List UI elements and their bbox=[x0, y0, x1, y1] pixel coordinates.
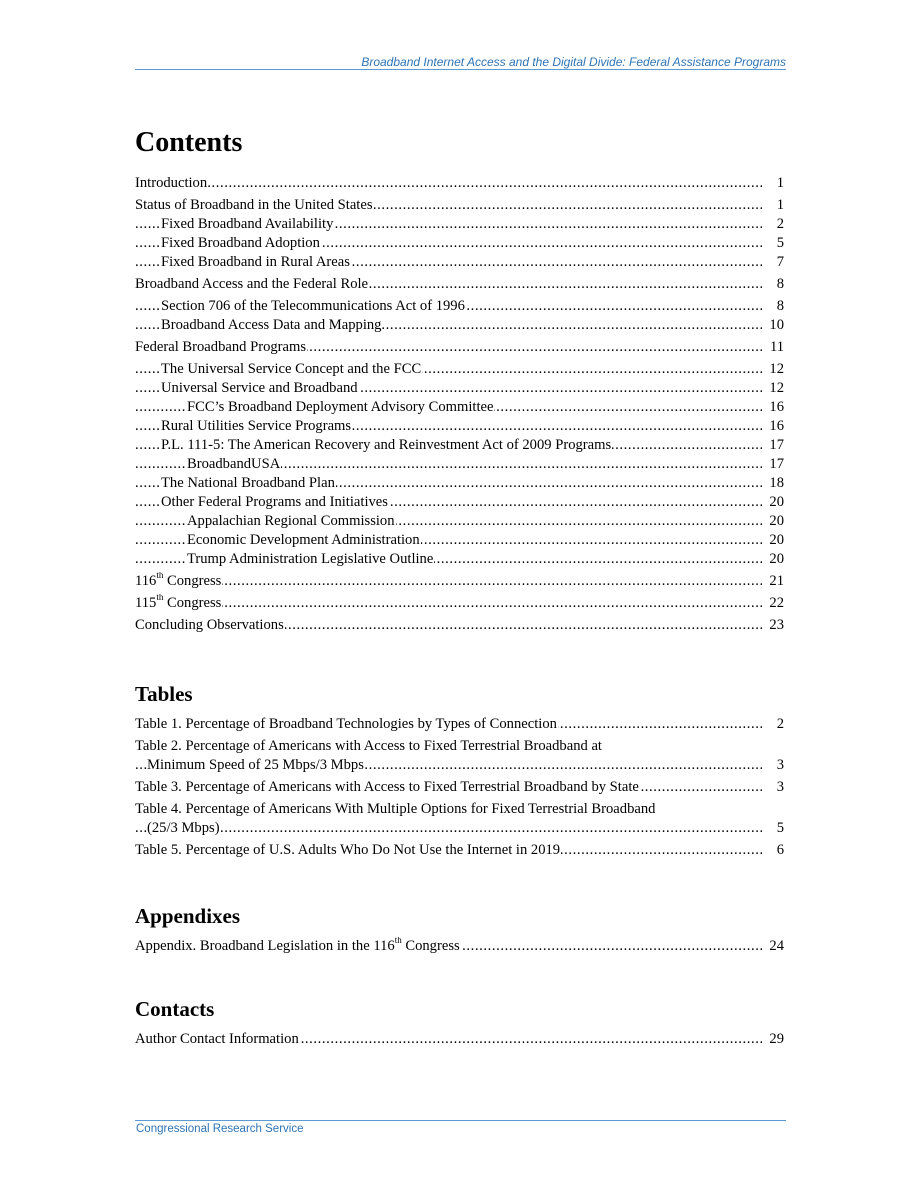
toc-entry-other-programs[interactable]: ..... Other Federal Programs and Initiatives 20 bbox=[135, 493, 784, 512]
page-number: 11 bbox=[769, 339, 784, 355]
toc-entry-table-4[interactable]: ..... (25/3 Mbps) 5 bbox=[135, 819, 784, 838]
page-number: 20 bbox=[769, 513, 784, 529]
page-number: 6 bbox=[776, 842, 784, 858]
running-header: Broadband Internet Access and the Digital Divide: Federal Assistance Programs bbox=[361, 55, 786, 69]
toc-entry-concluding[interactable]: ..... Concluding Observations 23 bbox=[135, 616, 784, 635]
page-number: 3 bbox=[776, 779, 784, 795]
toc-entry-table-2-line1[interactable]: Table 2. Percentage of Americans with Access to Fixed Terrestrial Broadband at bbox=[135, 738, 602, 754]
toc-entry-trump-outline[interactable]: ..... Trump Administration Legislative Outline 20 bbox=[135, 550, 784, 569]
page-number: 7 bbox=[776, 254, 784, 270]
page-number: 21 bbox=[769, 573, 784, 589]
page-number: 12 bbox=[769, 380, 784, 396]
appendixes-list bbox=[135, 937, 784, 956]
page-number: 17 bbox=[769, 437, 784, 453]
contents-list bbox=[135, 174, 784, 635]
toc-entry-bdac[interactable]: ..... FCC’s Broadband Deployment Advisory Committee 16 bbox=[135, 398, 784, 417]
page-number: 17 bbox=[769, 456, 784, 472]
toc-entry-arra[interactable]: ..... P.L. 111-5: The American Recovery and Reinvestment Act of 2009 Programs 17 bbox=[135, 436, 784, 455]
toc-entry-fixed-adoption[interactable]: ..... Fixed Broadband Adoption 5 bbox=[135, 234, 784, 253]
page-number: 5 bbox=[776, 235, 784, 251]
contents-heading: Contents bbox=[135, 127, 243, 158]
page-number: 16 bbox=[769, 399, 784, 415]
toc-entry-broadbandusa[interactable]: ..... BroadbandUSA 17 bbox=[135, 455, 784, 474]
tables-heading: Tables bbox=[135, 682, 193, 706]
toc-entry-rus-programs[interactable]: ..... Rural Utilities Service Programs 16 bbox=[135, 417, 784, 436]
tables-list bbox=[135, 715, 784, 860]
toc-entry-table-3[interactable]: ..... Table 3. Percentage of Americans with Access to Fixed Terrestrial Broadband by State 3 bbox=[135, 778, 784, 797]
page-number: 2 bbox=[776, 716, 784, 732]
toc-entry-national-plan[interactable]: ..... The National Broadband Plan 18 bbox=[135, 474, 784, 493]
appendixes-heading: Appendixes bbox=[135, 904, 241, 928]
toc-entry-table-1[interactable]: ..... Table 1. Percentage of Broadband Technologies by Types of Connection 2 bbox=[135, 715, 784, 734]
page-number: 3 bbox=[776, 757, 784, 773]
header-rule bbox=[135, 69, 786, 70]
toc-entry-status[interactable]: ..... Status of Broadband in the United States 1 bbox=[135, 196, 784, 215]
toc-entry-usf-broadband[interactable]: ..... Universal Service and Broadband 12 bbox=[135, 379, 784, 398]
contacts-heading: Contacts bbox=[135, 997, 215, 1021]
toc-entry-arc[interactable]: ..... Appalachian Regional Commission 20 bbox=[135, 512, 784, 531]
contacts-list bbox=[135, 1030, 784, 1049]
page-number: 20 bbox=[769, 532, 784, 548]
page-number: 10 bbox=[769, 317, 784, 333]
page-number: 5 bbox=[776, 820, 784, 836]
footer-rule bbox=[135, 1120, 786, 1121]
footer-org: Congressional Research Service bbox=[136, 1123, 304, 1135]
toc-entry-data-mapping[interactable]: ..... Broadband Access Data and Mapping 10 bbox=[135, 316, 784, 335]
page-number: 18 bbox=[769, 475, 784, 491]
toc-entry-table-4-line1[interactable]: Table 4. Percentage of Americans With Multiple Options for Fixed Terrestrial Broadband bbox=[135, 801, 656, 817]
page-number: 1 bbox=[776, 197, 784, 213]
toc-entry-115th-congress[interactable]: ..... 115th Congress 22 bbox=[135, 594, 784, 613]
toc-entry-section-706[interactable]: ..... Section 706 of the Telecommunications Act of 1996 8 bbox=[135, 297, 784, 316]
page-number: 23 bbox=[769, 617, 784, 633]
page-number: 8 bbox=[776, 276, 784, 292]
page-number: 12 bbox=[769, 361, 784, 377]
toc-entry-author-contact[interactable]: ..... Author Contact Information 29 bbox=[135, 1030, 784, 1049]
page-number: 16 bbox=[769, 418, 784, 434]
toc-entry-federal-programs[interactable]: ..... Federal Broadband Programs 11 bbox=[135, 338, 784, 357]
toc-entry-table-5[interactable]: ..... Table 5. Percentage of U.S. Adults Who Do Not Use the Internet in 2019 6 bbox=[135, 841, 784, 860]
page-number: 20 bbox=[769, 494, 784, 510]
page-number: 2 bbox=[776, 216, 784, 232]
page-number: 1 bbox=[776, 175, 784, 191]
toc-entry-table-2[interactable]: ..... Minimum Speed of 25 Mbps/3 Mbps 3 bbox=[135, 756, 784, 775]
toc-entry-federal-role[interactable]: ..... Broadband Access and the Federal Role 8 bbox=[135, 275, 784, 294]
toc-entry-introduction[interactable]: ..... Introduction 1 bbox=[135, 174, 784, 193]
page-number: 24 bbox=[769, 938, 784, 954]
toc-entry-fixed-rural[interactable]: ..... Fixed Broadband in Rural Areas 7 bbox=[135, 253, 784, 272]
page-number: 29 bbox=[769, 1031, 784, 1047]
toc-entry-appendix[interactable]: ..... Appendix. Broadband Legislation in the 116th Congress 24 bbox=[135, 937, 784, 956]
page-number: 8 bbox=[776, 298, 784, 314]
toc-entry-usf-concept[interactable]: ..... The Universal Service Concept and the FCC 12 bbox=[135, 360, 784, 379]
page-number: 22 bbox=[769, 595, 784, 611]
page-number: 20 bbox=[769, 551, 784, 567]
toc-entry-eda[interactable]: ..... Economic Development Administration 20 bbox=[135, 531, 784, 550]
toc-entry-fixed-availability[interactable]: ..... Fixed Broadband Availability 2 bbox=[135, 215, 784, 234]
toc-entry-116th-congress[interactable]: ..... 116th Congress 21 bbox=[135, 572, 784, 591]
